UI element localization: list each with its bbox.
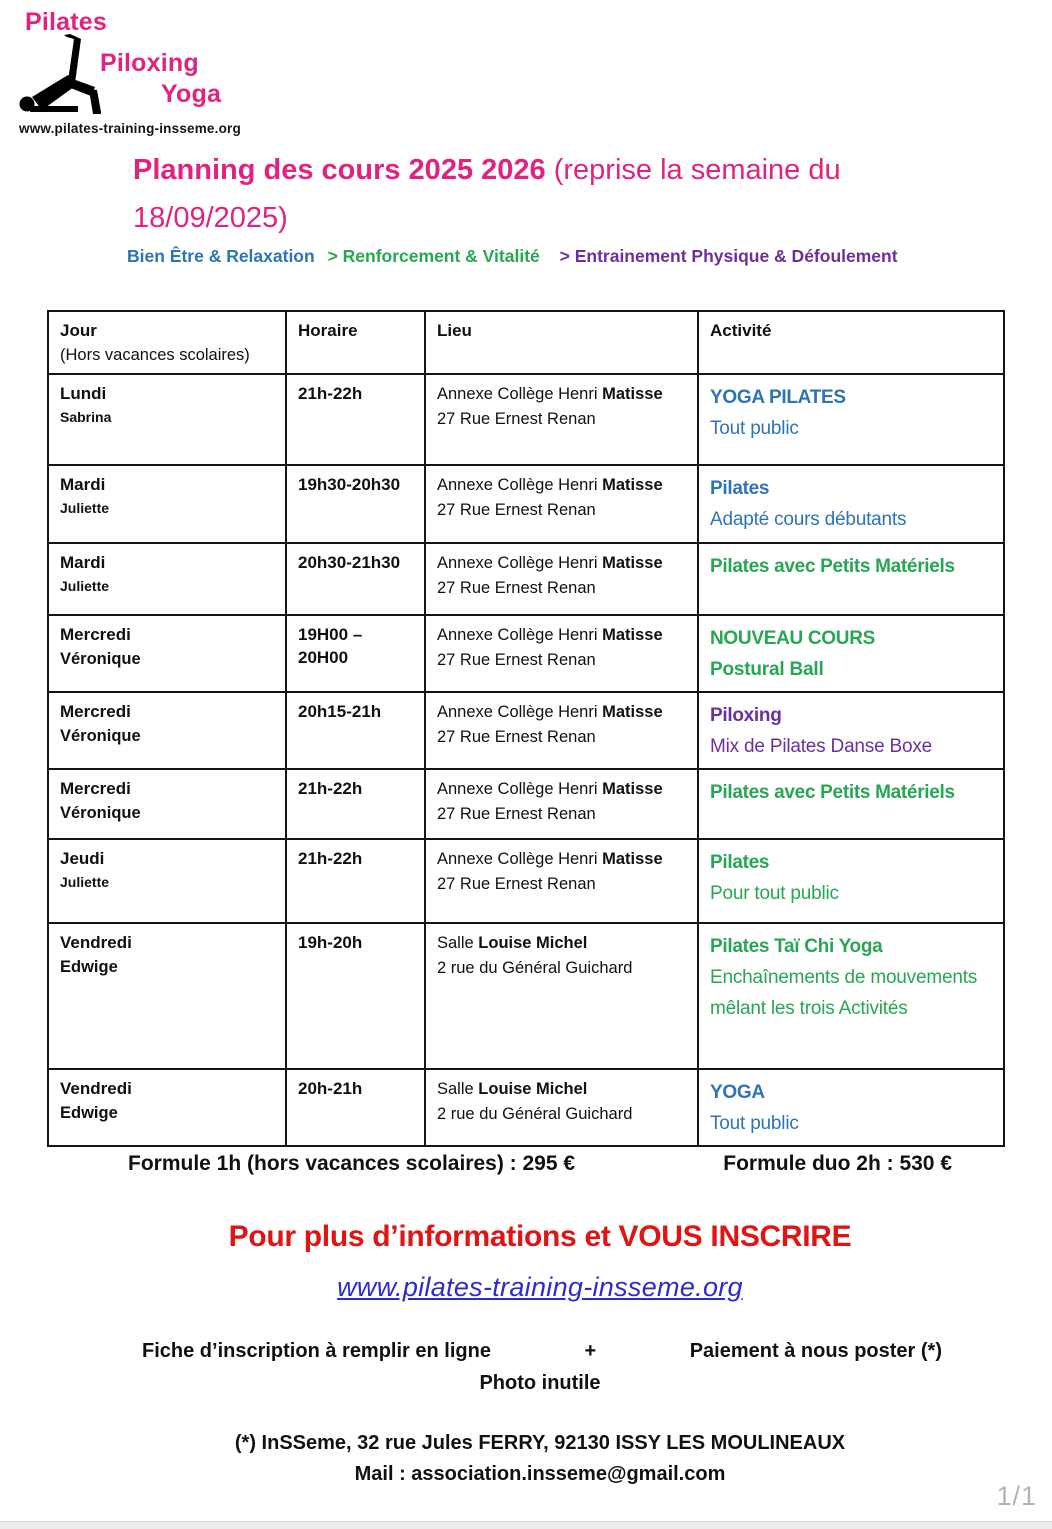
logo-text-piloxing: Piloxing	[100, 49, 199, 77]
activity-cell	[697, 544, 1003, 614]
instructor-label: Juliette	[60, 578, 110, 594]
activity-title: YOGA PILATES	[710, 387, 846, 408]
header-jour-note: (Hors vacances scolaires)	[60, 346, 250, 364]
activity-cell	[697, 466, 1003, 542]
place-cell: Annexe Collège Henri Matisse 27 Rue Ernest Renan	[424, 375, 697, 464]
logo-text-pilates: Pilates	[25, 8, 108, 36]
activity-title: Pilates Taï Chi Yoga	[710, 936, 883, 957]
instructor-label: Juliette	[60, 500, 110, 516]
time-label: 19h-20h	[285, 924, 424, 1068]
page-title-regular: (reprise la semaine du 18/09/2025)	[133, 154, 841, 234]
category-bien-etre: Bien Être & Relaxation	[127, 246, 315, 266]
postal-address: (*) InSSeme, 32 rue Jules FERRY, 92130 ISSY LES MOULINEAUX	[234, 1432, 846, 1454]
instructor-label: Edwige	[60, 1104, 118, 1122]
time-label: 20h-21h	[285, 1070, 424, 1145]
formule-duo: Formule duo 2h : 530 €	[723, 1152, 952, 1175]
place-cell: Annexe Collège Henri Matisse 27 Rue Ernest Renan	[424, 544, 697, 614]
activity-cell	[697, 924, 1003, 1068]
table-row	[49, 614, 1003, 691]
day-label: Mardi	[60, 475, 106, 494]
place-cell: Salle Louise Michel 2 rue du Général Guichard	[424, 1070, 697, 1145]
table-row	[49, 542, 1003, 614]
activity-subtitle: Tout public	[710, 418, 799, 439]
header-jour: Jour (Hors vacances scolaires)	[49, 312, 285, 373]
time-label: 20h15-21h	[285, 693, 424, 768]
website-link[interactable]: www.pilates-training-insseme.org	[337, 1272, 743, 1302]
inscription-text: Fiche d’inscription à remplir en ligne	[142, 1340, 491, 1362]
activity-title: Pilates avec Petits Matériels	[710, 782, 955, 803]
logo-website-text: www.pilates-training-insseme.org	[19, 121, 241, 136]
info-heading: Pour plus d’informations et VOUS INSCRIRE	[228, 1220, 852, 1253]
activity-title: Pilates avec Petits Matériels	[710, 556, 955, 577]
instructor-label: Véronique	[60, 727, 141, 745]
formule-1h: Formule 1h (hors vacances scolaires) : 295 €	[128, 1152, 576, 1175]
day-label: Lundi	[60, 384, 107, 403]
page-indicator: 1/1	[996, 1481, 1037, 1511]
activity-cell	[697, 1070, 1003, 1145]
activity-subtitle: Pour tout public	[710, 883, 839, 904]
category-renforcement: > Renforcement & Vitalité	[327, 246, 540, 266]
day-label: Mercredi	[60, 625, 131, 644]
table-row	[49, 922, 1003, 1068]
plus-sign: +	[584, 1340, 597, 1362]
instructor-label: Sabrina	[60, 409, 112, 425]
instructor-label: Juliette	[60, 874, 110, 890]
place-cell: Salle Louise Michel 2 rue du Général Guichard	[424, 924, 697, 1068]
page-title	[133, 146, 963, 242]
place-cell: Annexe Collège Henri Matisse 27 Rue Ernest Renan	[424, 693, 697, 768]
header-lieu: Lieu	[424, 312, 697, 373]
photo-note: Photo inutile	[479, 1372, 601, 1394]
table-row	[49, 838, 1003, 922]
time-label: 19h30-20h30	[285, 466, 424, 542]
instructor-label: Edwige	[60, 958, 118, 976]
place-cell: Annexe Collège Henri Matisse 27 Rue Ernest Renan	[424, 840, 697, 922]
place-cell: Annexe Collège Henri Matisse 27 Rue Ernest Renan	[424, 770, 697, 838]
place-cell: Annexe Collège Henri Matisse 27 Rue Ernest Renan	[424, 466, 697, 542]
instructor-label: Véronique	[60, 650, 141, 668]
activity-title: NOUVEAU COURS	[710, 628, 876, 649]
activity-cell	[697, 375, 1003, 464]
table-row	[49, 373, 1003, 464]
table-row	[49, 691, 1003, 768]
category-entrainement: > Entrainement Physique & Défoulement	[559, 246, 898, 266]
day-label: Jeudi	[60, 849, 105, 868]
paiement-text: Paiement à nous poster (*)	[689, 1340, 942, 1362]
header-activite: Activité	[697, 312, 1003, 373]
place-cell: Annexe Collège Henri Matisse 27 Rue Ernest Renan	[424, 616, 697, 691]
activity-subtitle: Enchaînements de mouvements mêlant les trois Activités	[710, 967, 978, 1019]
activity-title: Pilates	[710, 852, 770, 873]
inscription-line	[142, 1340, 942, 1363]
activity-cell	[697, 770, 1003, 838]
logo-text-yoga: Yoga	[161, 80, 222, 108]
schedule-table	[47, 310, 1005, 1147]
table-row	[49, 464, 1003, 542]
header-horaire: Horaire	[285, 312, 424, 373]
activity-cell	[697, 840, 1003, 922]
activity-subtitle: Postural Ball	[710, 659, 824, 680]
pilates-bridge-silhouette-icon	[18, 34, 110, 120]
time-label: 21h-22h	[285, 375, 424, 464]
email-address: Mail : association.insseme@gmail.com	[354, 1463, 726, 1485]
activity-title: Pilates	[710, 478, 770, 499]
day-label: Mardi	[60, 553, 106, 572]
logo	[0, 0, 420, 150]
activity-cell	[697, 693, 1003, 768]
table-row	[49, 768, 1003, 838]
table-header-row	[49, 312, 1003, 373]
activity-title: YOGA	[710, 1082, 765, 1103]
activity-title: Piloxing	[710, 705, 782, 726]
time-label: 19H00 – 20H00	[285, 616, 424, 691]
day-label: Mercredi	[60, 702, 131, 721]
activity-cell	[697, 616, 1003, 691]
day-label: Mercredi	[60, 779, 131, 798]
table-row	[49, 1068, 1003, 1145]
activity-subtitle: Tout public	[710, 1113, 799, 1134]
time-label: 21h-22h	[285, 840, 424, 922]
page-title-bold: Planning des cours 2025 2026	[133, 154, 546, 186]
pricing-line	[128, 1152, 952, 1176]
time-label: 21h-22h	[285, 770, 424, 838]
viewer-bottom-bar	[0, 1521, 1052, 1529]
instructor-label: Véronique	[60, 804, 141, 822]
day-label: Vendredi	[60, 1079, 132, 1098]
activity-subtitle: Adapté cours débutants	[710, 509, 907, 530]
time-label: 20h30-21h30	[285, 544, 424, 614]
category-legend	[127, 246, 906, 267]
day-label: Vendredi	[60, 933, 132, 952]
activity-subtitle: Mix de Pilates Danse Boxe	[710, 736, 933, 757]
